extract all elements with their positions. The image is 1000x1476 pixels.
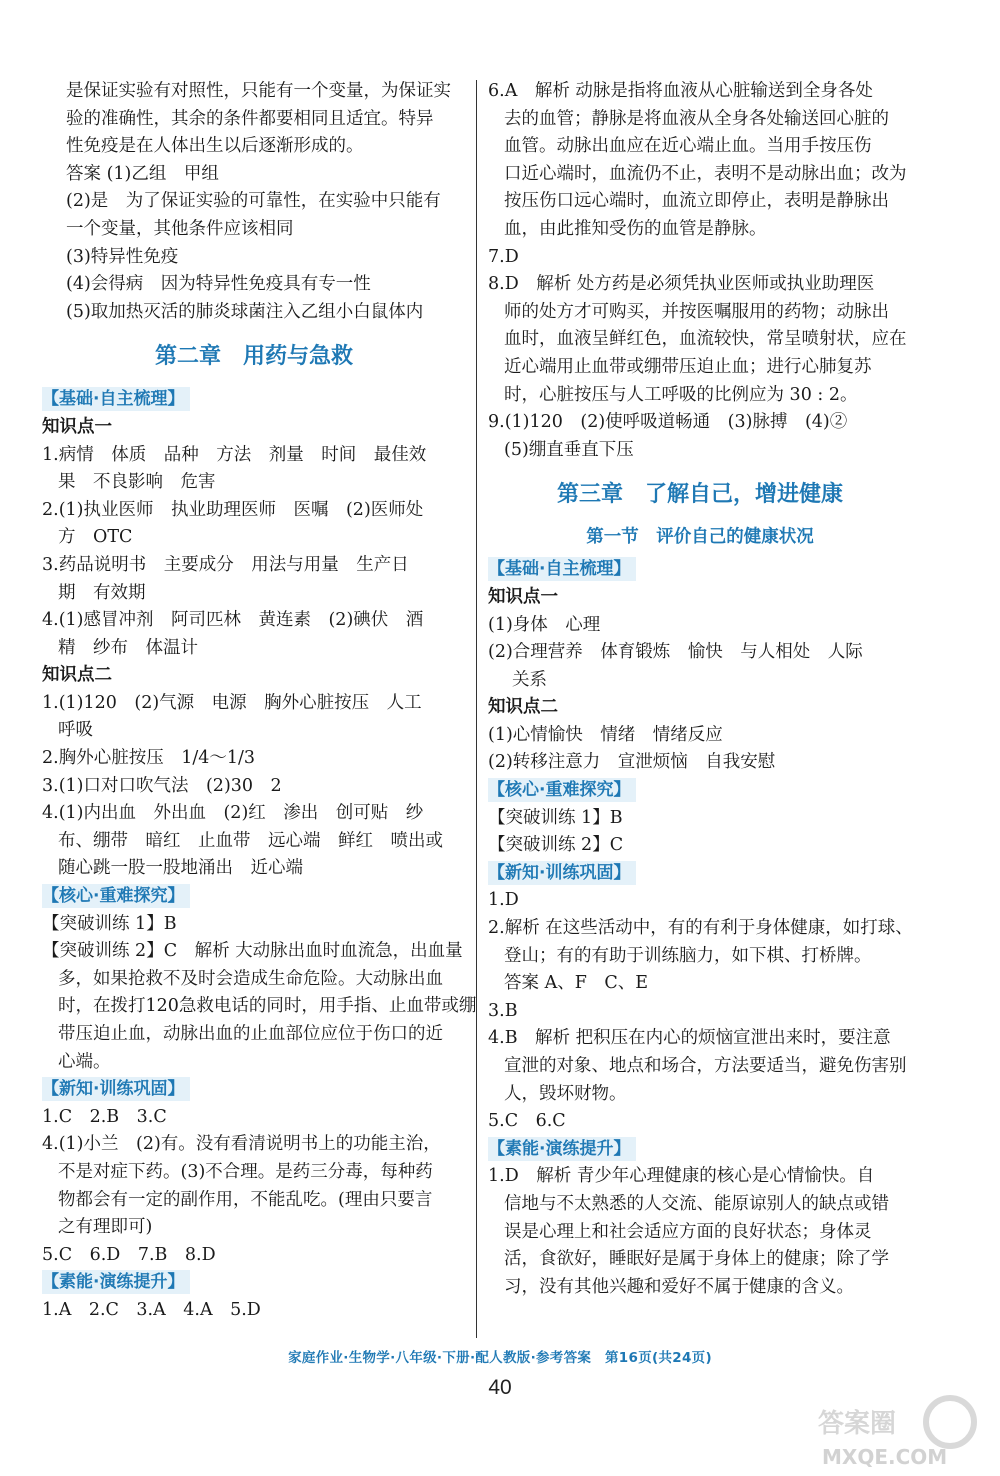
answer-line: 时，心脏按压与人工呼吸的比例应为 30 : 2。 [504, 384, 858, 405]
answer-line: 答案 (1)乙组 甲组 [66, 163, 219, 184]
answer-line: 【突破训练 2】C 解析 大动脉出血时血流急，出血量 [42, 941, 463, 962]
section-header-basic: 【基础·自主梳理】 [42, 387, 190, 411]
answer-line: 2.胸外心脏按压 1/4～1/3 [42, 748, 256, 769]
answer-line: 活，食欲好，睡眠好是属于身体上的健康；除了学 [504, 1249, 889, 1270]
answer-line: 1.D 解析 青少年心理健康的核心是心情愉快。自 [488, 1166, 875, 1187]
answer-line: 关系 [512, 669, 547, 690]
watermark-logo-text: 答案圈 [818, 1409, 897, 1439]
answer-line: 血管。动脉出血应在近心端止血。当用手按压伤 [504, 136, 872, 157]
watermark-logo [812, 1392, 980, 1470]
answer-line: 误是心理上和社会适应方面的良好状态；身体灵 [504, 1221, 872, 1242]
section-title: 第一节 评价自己的健康状况 [586, 527, 814, 548]
answer-line: 方 OTC [58, 527, 133, 548]
left-column [42, 78, 477, 1325]
text-line: 验的准确性，其余的条件都要相同且适宜。特异 [66, 108, 434, 129]
answer-line: 按压伤口远心端时，血流立即停止，表明是静脉出 [504, 191, 889, 212]
answer-line: 期 有效期 [58, 582, 146, 603]
answer-line: 信地与不太熟悉的人交流、能原谅别人的缺点或错 [504, 1193, 889, 1214]
answer-line: 心端。 [58, 1051, 111, 1072]
section-header-ability: 【素能·演练提升】 [488, 1137, 636, 1161]
answer-line: 登山；有的有助于训练脑力，如下棋、打桥牌。 [504, 945, 872, 966]
answer-line: 随心跳一股一股地涌出 近心端 [58, 858, 303, 879]
answer-line: 5.C 6.C [488, 1111, 566, 1132]
answer-line: 1.D [488, 890, 519, 911]
answer-line: 带压迫止血，动脉出血的止血部位应位于伤口的近 [58, 1024, 443, 1044]
watermark-text: MXQE.COM [822, 1445, 948, 1469]
answer-line: 6.A 解析 动脉是指将血液从心脏输送到全身各处 [488, 81, 873, 101]
answer-line: 【突破训练 2】C [488, 835, 624, 856]
answer-line: 【突破训练 1】B [488, 807, 623, 828]
answer-line: 3.B [488, 1000, 518, 1021]
section-header-core: 【核心·重难探究】 [42, 884, 190, 908]
page-number: 40 [488, 1376, 512, 1399]
answer-line: (1)身体 心理 [488, 614, 601, 635]
text-line: 是保证实验有对照性，只能有一个变量，为保证实 [66, 81, 451, 101]
knowledge-point-label: 知识点二 [42, 665, 112, 686]
text-line: (3)特异性免疫 [66, 246, 179, 267]
section-header-ability: 【素能·演练提升】 [42, 1270, 190, 1294]
text-line: 性免疫是在人体出生以后逐渐形成的。 [66, 136, 364, 157]
answer-line: 1.(1)120 (2)气源 电源 胸外心脏按压 人工 [42, 692, 422, 713]
answer-line: 不是对症下药。(3)不合理。是药三分毒，每种药 [58, 1161, 433, 1182]
answer-line: 物都会有一定的副作用，不能乱吃。(理由只要言 [58, 1189, 433, 1210]
answer-line: 4.(1)小兰 (2)有。没有看清说明书上的功能主治， [42, 1134, 441, 1155]
answer-line: 精 纱布 体温计 [58, 637, 198, 658]
answer-line: 时，在拨打120急救电话的同时，用手指、止血带或绷 [58, 996, 477, 1017]
answer-line: 去的血管；静脉是将血液从全身各处输送回心脏的 [504, 108, 889, 129]
answer-line: 人，毁坏财物。 [504, 1083, 627, 1104]
answer-line: 9.(1)120 (2)使呼吸道畅通 (3)脉搏 (4)② [488, 412, 848, 433]
page-footer: 家庭作业·生物学·八年级·下册·配人教版·参考答案 第16页(共24页) [288, 1350, 712, 1366]
chapter-title: 第二章 用药与急救 [154, 344, 353, 370]
section-header-new: 【新知·训练巩固】 [488, 861, 636, 885]
answer-line: 4.(1)感冒冲剂 阿司匹林 黄连素 (2)碘伏 酒 [42, 610, 424, 631]
answer-line: 之有理即可) [58, 1217, 153, 1238]
text-line: 一个变量，其他条件应该相同 [66, 218, 294, 239]
answer-line: 师的处方才可购买，并按医嘱服用的药物；动脉出 [504, 301, 889, 322]
answer-line: 习，没有其他兴趣和爱好不属于健康的含义。 [504, 1276, 854, 1297]
answer-line: 3.药品说明书 主要成分 用法与用量 生产日 [42, 554, 409, 575]
right-column [488, 78, 912, 1301]
answer-line: 宣泄的对象、地点和场合，方法要适当，避免伤害别 [504, 1056, 907, 1076]
answer-line: 布、绷带 暗红 止血带 远心端 鲜红 喷出或 [58, 830, 443, 851]
answer-line: (2)转移注意力 宣泄烦恼 自我安慰 [488, 752, 776, 773]
answer-line: 1.病情 体质 品种 方法 剂量 时间 最佳效 [42, 444, 427, 465]
text-line: (2)是 为了保证实验的可靠性，在实验中只能有 [66, 191, 441, 212]
answer-line: (5)绷直垂直下压 [504, 439, 634, 460]
answer-line: 1.A 2.C 3.A 4.A 5.D [42, 1299, 261, 1320]
answer-line: 血时，血液呈鲜红色，血流较快，常呈喷射状，应在 [504, 329, 907, 350]
answer-line: 3.(1)口对口吹气法 (2)30 2 [42, 775, 282, 796]
answer-line: 血，由此推知受伤的血管是静脉。 [504, 218, 767, 239]
section-header-core: 【核心·重难探究】 [488, 778, 636, 802]
answer-line: 7.D [488, 246, 519, 267]
answer-line: 4.B 解析 把积压在内心的烦恼宣泄出来时，要注意 [488, 1028, 891, 1049]
chapter-title: 第三章 了解自己，增进健康 [556, 482, 843, 508]
text-line: (5)取加热灭活的肺炎球菌注入乙组小白鼠体内 [66, 301, 424, 322]
answer-line: 答案 A、F C、E [504, 973, 649, 994]
answer-line: (2)合理营养 体育锻炼 愉快 与人相处 人际 [488, 642, 863, 663]
answer-line: 果 不良影响 危害 [58, 472, 216, 493]
answer-line: 2.解析 在这些活动中，有的有利于身体健康，如打球、 [488, 918, 913, 939]
answer-line: 近心端用止血带或绷带压迫止血；进行心肺复苏 [504, 356, 872, 377]
column-divider [476, 80, 477, 1338]
answer-line: 4.(1)内出血 外出血 (2)红 渗出 创可贴 纱 [42, 803, 424, 824]
answer-line: 5.C 6.D 7.B 8.D [42, 1244, 216, 1265]
knowledge-point-label: 知识点一 [488, 586, 558, 607]
answer-line: 8.D 解析 处方药是必须凭执业医师或执业助理医 [488, 274, 875, 295]
answer-line: 呼吸 [58, 720, 93, 741]
answer-line: 2.(1)执业医师 执业助理医师 医嘱 (2)医师处 [42, 499, 424, 520]
answer-line: 【突破训练 1】B [42, 913, 177, 934]
section-header-basic: 【基础·自主梳理】 [488, 557, 636, 581]
text-line: (4)会得病 因为特异性免疫具有专一性 [66, 274, 371, 295]
knowledge-point-label: 知识点一 [42, 416, 112, 437]
answer-line: 口近心端时，血流仍不止，表明不是动脉出血；改为 [504, 163, 907, 184]
answer-line: 1.C 2.B 3.C [42, 1106, 167, 1127]
answer-line: 多，如果抢救不及时会造成生命危险。大动脉出血 [58, 968, 443, 989]
section-header-new: 【新知·训练巩固】 [42, 1077, 190, 1101]
answer-line: (1)心情愉快 情绪 情绪反应 [488, 724, 723, 745]
knowledge-point-label: 知识点二 [488, 697, 558, 718]
